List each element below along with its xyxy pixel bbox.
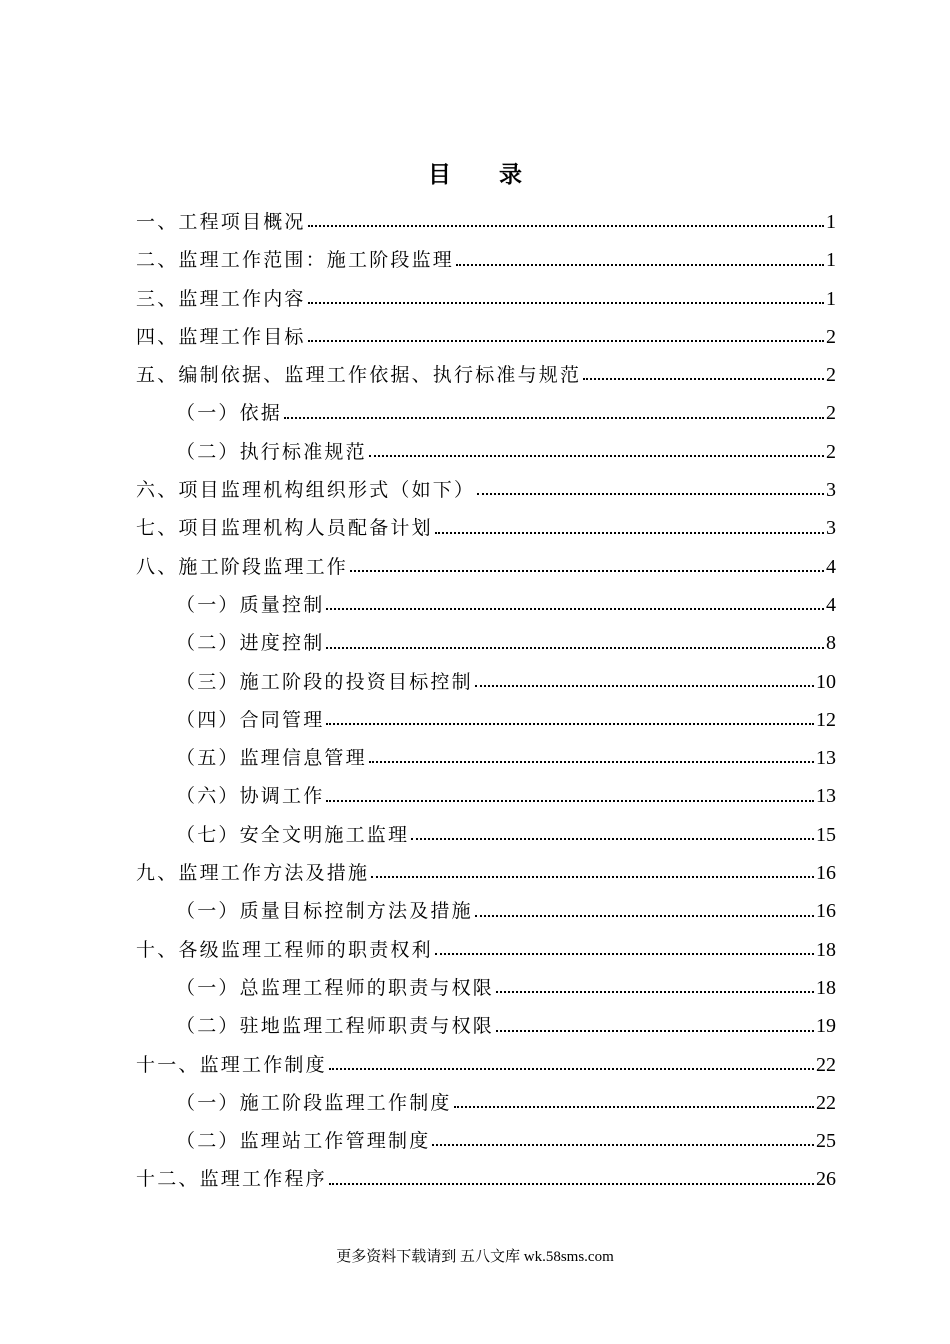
toc-entry-page-number: 2	[826, 325, 836, 348]
toc-entry[interactable]	[136, 1007, 836, 1045]
toc-leader-dots	[284, 416, 824, 419]
toc-leader-dots	[583, 377, 824, 380]
toc-entry-page-number: 3	[826, 517, 836, 540]
title-char-1: 目	[428, 161, 451, 188]
toc-entry-label: （一）质量控制	[176, 593, 325, 616]
toc-entry-label: （二）执行标准规范	[176, 440, 367, 463]
toc-entry-label: 十、各级监理工程师的职责权利	[136, 938, 433, 961]
toc-entry-label: 八、施工阶段监理工作	[136, 555, 349, 578]
toc-entry-label: 二、监理工作范围：施工阶段监理	[136, 249, 455, 272]
toc-entry[interactable]	[136, 892, 836, 930]
toc-entry-label: （二）进度控制	[176, 632, 325, 655]
toc-entry[interactable]	[136, 931, 836, 969]
toc-entry-label: 四、监理工作目标	[136, 325, 306, 348]
toc-entry[interactable]	[136, 509, 836, 547]
toc-leader-dots	[496, 990, 814, 993]
toc-entry[interactable]	[136, 739, 836, 777]
toc-entry-page-number: 22	[816, 1053, 836, 1076]
title-char-2: 录	[499, 161, 522, 188]
toc-entry-page-number: 19	[816, 1015, 836, 1038]
toc-entry[interactable]	[136, 777, 836, 815]
toc-entry[interactable]	[136, 280, 836, 318]
toc-leader-dots	[308, 339, 824, 342]
toc-entry-label: （一）依据	[176, 402, 283, 425]
toc-entry-page-number: 4	[826, 555, 836, 578]
toc-entry-page-number: 2	[826, 402, 836, 425]
toc-leader-dots	[496, 1029, 814, 1032]
toc-entry[interactable]	[136, 663, 836, 701]
toc-entry-label: 十一、监理工作制度	[136, 1053, 327, 1076]
toc-entry-page-number: 18	[816, 938, 836, 961]
toc-entry[interactable]	[136, 1046, 836, 1084]
toc-entry[interactable]	[136, 356, 836, 394]
toc-entry-label: （三）施工阶段的投资目标控制	[176, 670, 473, 693]
toc-entry[interactable]	[136, 1160, 836, 1198]
toc-leader-dots	[308, 224, 824, 227]
toc-entry-page-number: 15	[816, 823, 836, 846]
toc-entry-label: （五）监理信息管理	[176, 747, 367, 770]
toc-entry-label: （六）协调工作	[176, 785, 325, 808]
toc-leader-dots	[456, 263, 824, 266]
toc-leader-dots	[475, 684, 814, 687]
toc-entry[interactable]	[136, 1084, 836, 1122]
toc-entry[interactable]	[136, 586, 836, 624]
footer-note: 更多资料下载请到 五八文库 wk.58sms.com	[336, 1249, 614, 1265]
toc-entry-page-number: 16	[816, 900, 836, 923]
toc-entry-label: （一）总监理工程师的职责与权限	[176, 976, 495, 999]
toc-entry-page-number: 2	[826, 440, 836, 463]
toc-leader-dots	[411, 837, 814, 840]
toc-entry-page-number: 22	[816, 1091, 836, 1114]
toc-leader-dots	[326, 607, 824, 610]
toc-leader-dots	[432, 1143, 814, 1146]
toc-leader-dots	[369, 760, 814, 763]
toc-entry-page-number: 13	[816, 785, 836, 808]
toc-entry-page-number: 18	[816, 976, 836, 999]
toc-leader-dots	[475, 914, 814, 917]
toc-leader-dots	[435, 531, 824, 534]
toc-entry-label: （一）施工阶段监理工作制度	[176, 1091, 452, 1114]
toc-entry-label: （七）安全文明施工监理	[176, 823, 410, 846]
toc-entry-label: （一）质量目标控制方法及措施	[176, 900, 473, 923]
toc-leader-dots	[329, 1067, 814, 1070]
toc-entry-page-number: 13	[816, 747, 836, 770]
toc-leader-dots	[308, 301, 824, 304]
toc-entry-label: （四）合同管理	[176, 708, 325, 731]
toc-entry-label: （二）监理站工作管理制度	[176, 1130, 431, 1153]
toc-leader-dots	[371, 875, 814, 878]
toc-entry[interactable]	[136, 548, 836, 586]
page-title	[0, 156, 950, 189]
toc-entry-page-number: 2	[826, 364, 836, 387]
toc-entry-page-number: 16	[816, 862, 836, 885]
toc-entry[interactable]	[136, 969, 836, 1007]
toc-entry[interactable]	[136, 241, 836, 279]
table-of-contents	[136, 203, 836, 1199]
toc-entry[interactable]	[136, 203, 836, 241]
toc-leader-dots	[326, 799, 814, 802]
toc-entry[interactable]	[136, 816, 836, 854]
toc-entry[interactable]	[136, 394, 836, 432]
toc-leader-dots	[369, 454, 824, 457]
toc-entry-page-number: 3	[826, 479, 836, 502]
toc-entry[interactable]	[136, 471, 836, 509]
toc-entry-page-number: 10	[816, 670, 836, 693]
toc-entry-label: 五、编制依据、监理工作依据、执行标准与规范	[136, 364, 582, 387]
toc-entry-page-number: 1	[826, 249, 836, 272]
toc-entry[interactable]	[136, 854, 836, 892]
toc-leader-dots	[477, 492, 824, 495]
toc-entry-label: （二）驻地监理工程师职责与权限	[176, 1015, 495, 1038]
toc-entry-page-number: 25	[816, 1130, 836, 1153]
toc-entry-label: 十二、监理工作程序	[136, 1168, 327, 1191]
toc-entry-page-number: 8	[826, 632, 836, 655]
toc-entry-label: 六、项目监理机构组织形式（如下）	[136, 479, 476, 502]
toc-entry[interactable]	[136, 701, 836, 739]
toc-leader-dots	[350, 569, 824, 572]
toc-entry-label: 九、监理工作方法及措施	[136, 862, 370, 885]
toc-entry-label: 七、项目监理机构人员配备计划	[136, 517, 433, 540]
toc-entry-label: 一、工程项目概况	[136, 211, 306, 233]
toc-entry[interactable]	[136, 1122, 836, 1160]
toc-entry-page-number: 1	[826, 287, 836, 310]
toc-leader-dots	[454, 1105, 814, 1108]
toc-entry-page-number: 4	[826, 593, 836, 616]
toc-leader-dots	[326, 722, 814, 725]
toc-entry-page-number: 26	[816, 1168, 836, 1191]
toc-entry[interactable]	[136, 433, 836, 471]
toc-entry-page-number: 1	[826, 211, 836, 233]
toc-leader-dots	[435, 952, 814, 955]
toc-entry[interactable]	[136, 624, 836, 662]
toc-leader-dots	[329, 1182, 814, 1185]
toc-entry-label: 三、监理工作内容	[136, 287, 306, 310]
toc-leader-dots	[326, 646, 824, 649]
toc-entry[interactable]	[136, 318, 836, 356]
toc-entry-page-number: 12	[816, 708, 836, 731]
